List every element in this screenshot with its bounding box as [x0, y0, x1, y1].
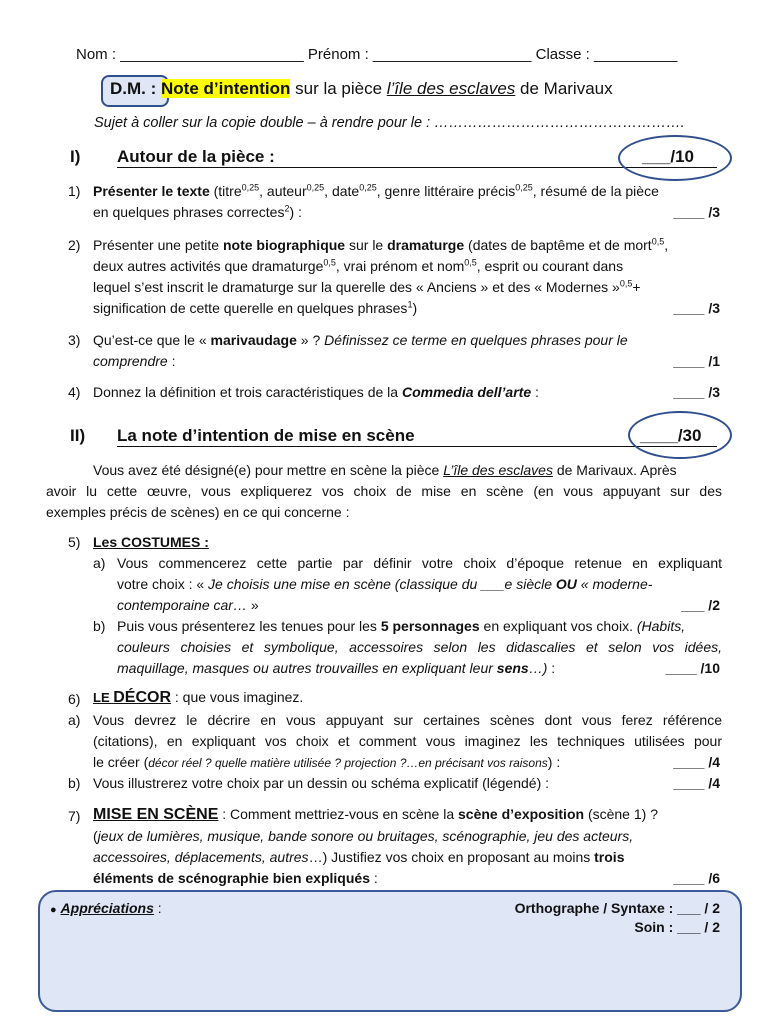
- q1-line1: [93, 181, 659, 201]
- q1-t1: (titre: [209, 183, 242, 199]
- q2-t5: deux autres activités que dramaturge: [93, 258, 324, 274]
- q5a-line1: Vous commencerez cette partie par définir votre choix d’époque retenue en expliquant: [117, 555, 722, 571]
- q6-decor: DÉCOR: [113, 689, 172, 706]
- q5-number: 5): [68, 534, 81, 550]
- q4-score: ____ /3: [673, 384, 720, 400]
- q3-t3: :: [167, 353, 176, 369]
- q4-t2: :: [531, 384, 539, 400]
- section2-number: II): [70, 426, 86, 445]
- q2-t9: +: [632, 279, 641, 295]
- section1-title: Autour de la pièce :: [117, 147, 275, 166]
- q5b-t1: Puis vous présenterez les tenues pour les: [117, 618, 381, 634]
- q5a-t2: »: [250, 597, 259, 613]
- q2-t7: , esprit ou courant dans: [476, 258, 624, 274]
- classe-blank[interactable]: __________: [593, 46, 678, 63]
- q3-t2: » ?: [296, 332, 325, 348]
- q2-line1: [93, 235, 668, 255]
- q5-title: Les COSTUMES :: [93, 534, 209, 550]
- q5a-line2: [117, 574, 722, 594]
- q5a-line3: [117, 595, 259, 615]
- q2-t11: ): [412, 300, 418, 316]
- q7-line4: [93, 868, 378, 888]
- section1-score: ___/10: [642, 147, 694, 166]
- prenom-label: Prénom :: [307, 46, 373, 63]
- q6a-label: a): [68, 712, 81, 728]
- q7-t1: : Comment mettriez-vous en scène la: [218, 806, 459, 822]
- q7-italic2: accessoires, déplacements, autres: [93, 849, 309, 865]
- title-end: de Marivaux: [515, 79, 613, 98]
- nom-label: Nom :: [76, 46, 121, 63]
- q2-t3: (dates de baptême et de mort: [464, 237, 652, 253]
- q2-line3: [93, 277, 641, 297]
- q5a-italic2: « moderne-: [576, 576, 653, 592]
- q2-t6: , vrai prénom et nom: [335, 258, 465, 274]
- q1-sup3: 0,25: [359, 182, 377, 193]
- q6a-t1: le créer (: [93, 754, 149, 770]
- section2-underline: [117, 446, 717, 447]
- q6a-t2: ) :: [547, 754, 561, 770]
- q5a-t1: votre choix : «: [117, 576, 209, 592]
- q7-bold3: éléments de scénographie bien expliqués: [93, 870, 370, 886]
- title-mid: sur la pièce: [290, 79, 387, 98]
- q6a-score: ____ /4: [673, 754, 720, 770]
- q5b-label: b): [93, 618, 106, 634]
- q2-line4: [93, 298, 417, 318]
- play-title: l’île des esclaves: [386, 79, 516, 98]
- soin-score: Soin : ___ / 2: [634, 919, 720, 935]
- appreciations-label: Appréciations: [60, 900, 154, 916]
- q5b-t3: :: [547, 660, 556, 676]
- q5b-italic2: maquillage, masques ou autres trouvailles en expliquant leur: [117, 660, 497, 676]
- q5b-italic1: (Habits,: [636, 618, 686, 634]
- q6a-line3: [93, 752, 560, 773]
- q5b-score: ____ /10: [665, 660, 720, 676]
- q7-number: 7): [68, 808, 81, 824]
- q7-bold2: trois: [594, 849, 625, 865]
- q2-bold2: dramaturge: [387, 237, 465, 253]
- q5b-line3: [117, 658, 555, 678]
- q2-sup5: 1: [407, 299, 413, 310]
- classe-label: Classe :: [535, 46, 594, 63]
- q7-line2: [93, 826, 633, 846]
- q7-bold1: scène d’exposition: [458, 806, 585, 822]
- q7-t4: :: [369, 870, 378, 886]
- dm-label: D.M. :: [110, 79, 157, 98]
- q7-t2: (scène 1) ?: [584, 806, 658, 822]
- q3-bold: marivaudage: [210, 332, 297, 348]
- intro-t2: de Marivaux. Après: [552, 462, 677, 478]
- q5b-italic3: …): [528, 660, 548, 676]
- q3-number: 3): [68, 332, 81, 348]
- q2-sup2: 0,5: [323, 257, 336, 268]
- q2-t2: sur le: [345, 237, 388, 253]
- q3-score: ____ /1: [673, 353, 720, 369]
- q5a-italic1: Je choisis une mise en scène (classique du ___e siècle: [208, 576, 556, 592]
- intro-t1: Vous avez été désigné(e) pour mettre en scène la pièce: [93, 462, 444, 478]
- intro-play: L’île des esclaves: [443, 462, 553, 478]
- q5a-label: a): [93, 555, 106, 571]
- q1-sup1: 0,25: [241, 182, 260, 193]
- q7-title: MISE EN SCÈNE: [93, 806, 219, 823]
- subtitle: Sujet à coller sur la copie double – à rendre pour le : …………………………………………….: [94, 115, 685, 131]
- q1-t6: en quelques phrases correctes: [93, 204, 285, 220]
- section1-number: I): [70, 147, 81, 166]
- q2-sup1: 0,5: [651, 236, 665, 247]
- q2-sup4: 0,5: [619, 278, 633, 289]
- q5b-sens: sens: [496, 660, 529, 676]
- q4-line1: [93, 382, 539, 402]
- q2-number: 2): [68, 237, 81, 253]
- q5b-line2: couleurs choisies et symbolique, accessoires selon les didascalies et selon vos idées,: [117, 639, 722, 655]
- q5b-bold: 5 personnages: [380, 618, 480, 634]
- q3-line1: [93, 330, 628, 350]
- student-info-line: [76, 45, 677, 65]
- intro-line1: [93, 460, 677, 480]
- q5b-t2: en expliquant vos choix.: [479, 618, 637, 634]
- q6a-line2: (citations), en expliquant vos choix et comment vous imaginez les techniques utilisées pour: [93, 733, 722, 749]
- q7-italic1: jeux de lumières, musique, bande sonore ou bruitages, scénographie, jeu des acteurs,: [97, 828, 634, 844]
- q6b-score: ____ /4: [673, 775, 720, 791]
- nom-blank[interactable]: ______________________: [120, 46, 304, 63]
- q5a-score: ___ /2: [681, 597, 720, 613]
- bullet-icon: ●: [50, 904, 57, 916]
- q1-sup2: 0,25: [306, 182, 325, 193]
- q6a-line1: Vous devrez le décrire en vous appuyant sur certaines scènes dont vous ferez référence: [93, 712, 722, 728]
- q5a-italic3: contemporaine car…: [117, 597, 251, 613]
- q1-bold: Présenter le texte: [93, 183, 210, 199]
- q1-t7: ) :: [289, 204, 302, 220]
- q2-line2: [93, 256, 623, 276]
- q3-line2: [93, 351, 175, 371]
- q3-t1: Qu’est-ce que le «: [93, 332, 211, 348]
- prenom-blank[interactable]: ___________________: [372, 46, 532, 63]
- q6b-label: b): [68, 775, 81, 791]
- q2-t10: signification de cette querelle en quelques phrases: [93, 300, 408, 316]
- q6-rest: : que vous imaginez.: [171, 689, 304, 705]
- q1-sup5: 2: [284, 203, 290, 214]
- q7-paren: (: [93, 828, 98, 844]
- q2-bold1: note biographique: [222, 237, 346, 253]
- q1-t4: , genre littéraire précis: [376, 183, 516, 199]
- q1-number: 1): [68, 183, 81, 199]
- q6-le: LE: [93, 690, 114, 705]
- q6-number: 6): [68, 691, 81, 707]
- q2-t8: lequel s’est inscrit le dramaturge sur la querelle des « Anciens » et des « Modernes »: [93, 279, 620, 295]
- q5b-line1: [117, 616, 685, 636]
- section2-score: ____/30: [640, 426, 702, 445]
- q1-t2: , auteur: [259, 183, 307, 199]
- q6a-italic: décor réel ? quelle matière utilisée ? projection ?…en précisant vos raisons: [148, 756, 548, 770]
- orthographe-score: Orthographe / Syntaxe : ___ / 2: [514, 900, 720, 916]
- q7-line1: [93, 804, 658, 825]
- q7-score: ____ /6: [673, 870, 720, 886]
- q1-t5: , résumé de la pièce: [532, 183, 659, 199]
- q6b-line1: Vous illustrerez votre choix par un dessin ou schéma explicatif (légendé) :: [93, 775, 550, 791]
- q4-t1: Donnez la définition et trois caractéristiques de la: [93, 384, 402, 400]
- q3-italic1: Définissez ce terme en quelques phrases pour le: [324, 332, 628, 348]
- q5a-ou: OU: [555, 576, 577, 592]
- q2-sup3: 0,5: [464, 257, 477, 268]
- intro-line3: exemples précis de scènes) en ce qui concerne :: [46, 504, 350, 520]
- appreciations-label-line: [50, 898, 162, 920]
- q7-t3: …) Justifiez vos choix en proposant au moins: [308, 849, 595, 865]
- q4-number: 4): [68, 384, 81, 400]
- q1-score: ____ /3: [673, 204, 720, 220]
- q2-t4: ,: [664, 237, 669, 253]
- intro-line2: avoir lu cette œuvre, vous expliquerez vos choix de mise en scène (en vous appuyant sur des: [46, 483, 722, 499]
- q4-bold-italic: Commedia dell’arte: [401, 384, 532, 400]
- note-intention-label: Note d’intention: [161, 79, 291, 98]
- appreciations-colon: :: [153, 900, 162, 916]
- q2-score: ____ /3: [673, 300, 720, 316]
- q1-line2: [93, 202, 302, 222]
- q1-t3: , date: [324, 183, 360, 199]
- section2-title: La note d’intention de mise en scène: [117, 426, 415, 445]
- q1-sup4: 0,25: [515, 182, 533, 193]
- q3-italic2: comprendre: [93, 353, 168, 369]
- q2-t1: Présenter une petite: [93, 237, 223, 253]
- q7-line3: [93, 847, 624, 867]
- page-title: [110, 78, 613, 100]
- q6-title-line: [93, 687, 303, 708]
